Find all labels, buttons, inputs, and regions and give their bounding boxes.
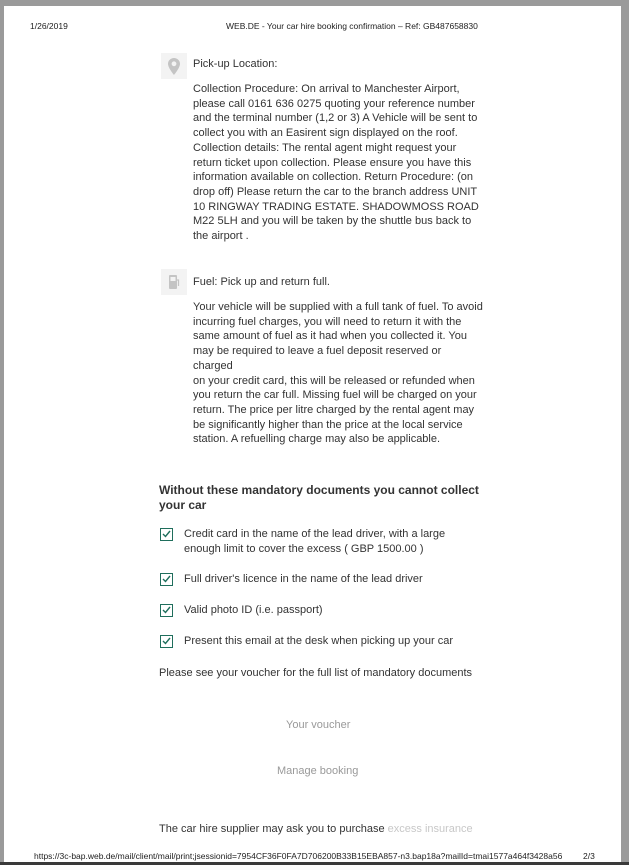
pickup-line: 10 RINGWAY TRADING ESTATE. SHADOWMOSS ROAD [193, 200, 479, 213]
fuel-line: be significantly higher than the price at the local service [193, 418, 463, 431]
your-voucher-link[interactable]: Your voucher [286, 719, 351, 731]
fuel-line: same amount of fuel as it had when you collected it. You [193, 330, 467, 343]
print-footer-page: 2/3 [583, 851, 595, 861]
checkbox-present-email [160, 635, 173, 648]
checkbox-photo-id [160, 604, 173, 617]
pickup-line: please call 0161 636 0275 quoting your reference number [193, 97, 475, 110]
doc-item-line: Credit card in the name of the lead driver, with a large [184, 528, 446, 540]
fuel-line: station. A refuelling charge may also be applicable. [193, 433, 441, 446]
pickup-line: M22 5LH and you will be taken by the shuttle bus back to [193, 215, 472, 228]
voucher-note: Please see your voucher for the full list of mandatory documents [159, 667, 473, 679]
pickup-line: drop off) Please return the car to the branch address UNIT [193, 185, 478, 198]
checkbox-licence [160, 573, 173, 586]
doc-item-line: enough limit to cover the excess ( GBP 1500.00 ) [184, 543, 424, 555]
heading-line: Without these mandatory documents you cannot collect [159, 483, 479, 497]
fuel-details [193, 300, 483, 447]
doc-item-licence: Full driver's licence in the name of the lead driver [184, 573, 423, 585]
doc-item-credit-card [184, 527, 484, 557]
pickup-line: return ticket upon collection. Please ensure you have this [193, 156, 472, 169]
fuel-line: you return the car full. Missing fuel will be charged on your [193, 389, 477, 402]
pickup-line: Collection details: The rental agent might request your [193, 141, 457, 154]
fuel-line: may be required to leave a fuel deposit reserved or charged [193, 345, 442, 372]
excess-text-main: The car hire supplier may ask you to purchase [159, 823, 388, 835]
fuel-line: Your vehicle will be supplied with a full tank of fuel. To avoid [193, 301, 483, 313]
checkbox-credit-card [160, 528, 173, 541]
pickup-title: Pick-up Location: [193, 58, 278, 70]
excess-insurance-text [159, 823, 473, 835]
pickup-line: information available on collection. Return Procedure: (on [193, 171, 474, 184]
excess-text-faded: excess insurance [387, 823, 473, 835]
print-header-date: 1/26/2019 [30, 21, 68, 31]
pickup-line: collect you with an Easirent sign displayed on the roof. [193, 127, 458, 140]
pickup-line: the airport . [193, 230, 249, 243]
map-pin-icon [161, 53, 187, 79]
heading-line: your car [159, 498, 207, 512]
doc-item-photo-id: Valid photo ID (i.e. passport) [184, 604, 323, 616]
pickup-line: and the terminal number (1,2 or 3) A Vehicle will be sent to [193, 112, 478, 125]
fuel-line: return. The price per litre charged by the rental agent may [193, 403, 475, 416]
mandatory-docs-heading [159, 483, 489, 513]
pickup-line: Collection Procedure: On arrival to Manchester Airport, [193, 83, 460, 95]
doc-item-present-email: Present this email at the desk when picking up your car [184, 635, 454, 647]
fuel-title: Fuel: Pick up and return full. [193, 276, 330, 288]
fuel-line: incurring fuel charges, you will need to return it with the [193, 315, 462, 328]
manage-booking-link[interactable]: Manage booking [277, 765, 359, 777]
print-header-title: WEB.DE - Your car hire booking confirmation – Ref: GB487658830 [226, 21, 478, 31]
pickup-details [193, 82, 483, 244]
fuel-pump-icon [161, 269, 187, 295]
print-footer-url: https://3c-bap.web.de/mail/client/mail/print;jsessionid=7954CF36F0FA7D706200B33B15EBA857-n3.bap18a?mailId=tmai1577a464f3428a56 [34, 851, 563, 861]
fuel-line: on your credit card, this will be released or refunded when [193, 374, 475, 387]
